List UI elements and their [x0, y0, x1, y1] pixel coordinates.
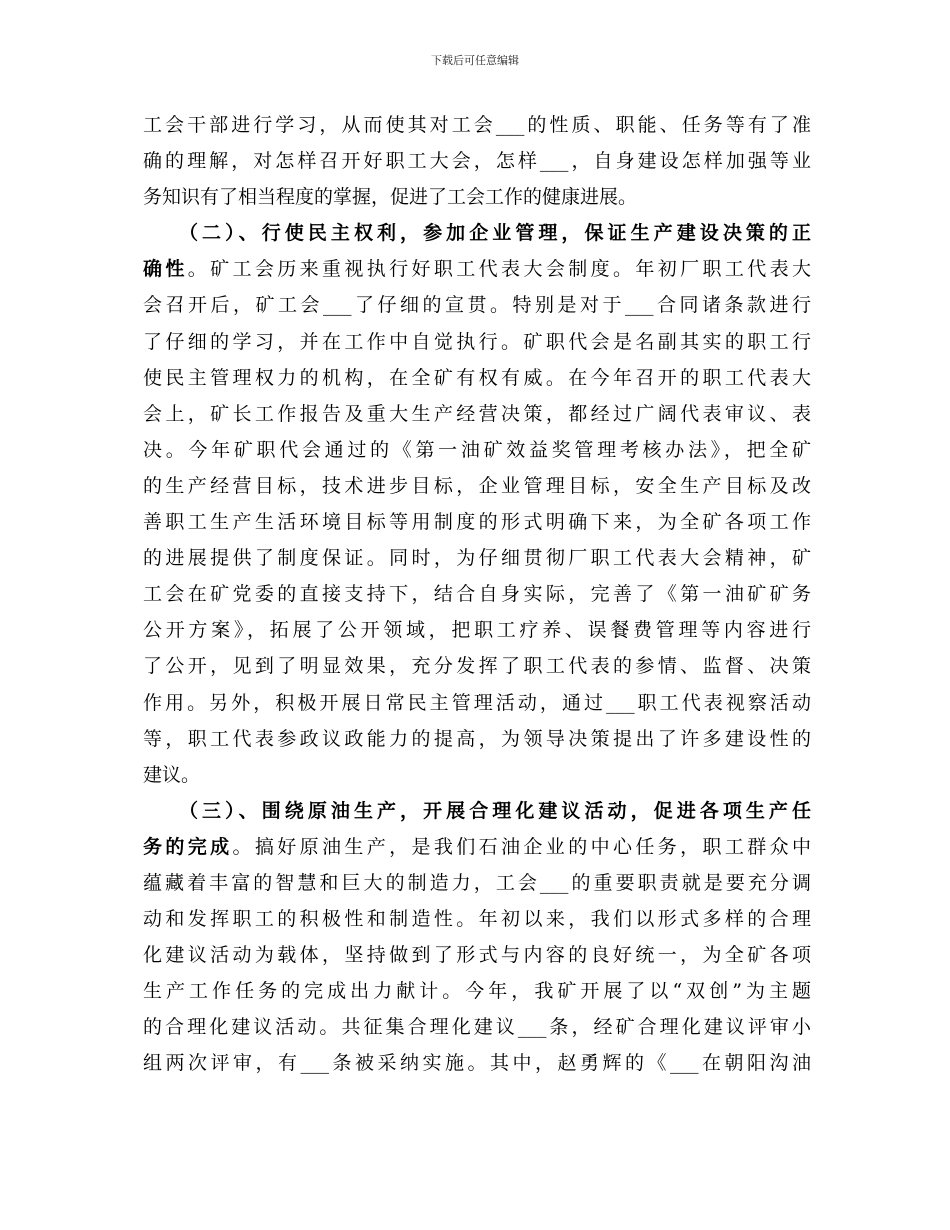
text-line: 的合理化建议活动。共征集合理化建议___条，经矿合理化建议评审小: [143, 1016, 811, 1039]
text-line: 决。今年矿职代会通过的《第一油矿效益奖管理考核办法》，把全矿: [143, 438, 811, 461]
text-line: 化建议活动为载体，坚持做到了形式与内容的良好统一，为全矿各项: [143, 944, 811, 967]
text-line: 工会干部进行学习，从而使其对工会___的性质、职能、任务等有了准: [143, 114, 811, 136]
text-line: 工会在矿党委的直接支持下，结合自身实际，完善了《第一油矿矿务: [143, 583, 811, 606]
paragraph-1: [143, 107, 811, 215]
text-segment: 。矿工会历来重视执行好职工代表大会制度。年初厂职工代表大: [187, 258, 811, 281]
section-heading-continued: 务的完成: [143, 835, 233, 858]
text-line: 组两次评审，有___条被采纳实施。其中，赵勇辉的《___在朝阳沟油: [143, 1052, 811, 1075]
text-line: 了公开，见到了明显效果，充分发挥了职工代表的参情、监督、决策: [143, 655, 811, 678]
section-heading: （二）、行使民主权利，参加企业管理，保证生产建设决策的正: [179, 222, 811, 245]
text-line: 使民主管理权力的机构，在全矿有权有威。在今年召开的职工代表大: [143, 366, 811, 389]
text-line: 建议。: [143, 763, 201, 786]
text-line: [143, 829, 811, 865]
text-line: 善职工生产生活环境目标等用制度的形式明确下来，为全矿各项工作: [143, 511, 811, 534]
text-line: 生产工作任务的完成出力献计。今年，我矿开展了以“双创”为主题: [143, 980, 811, 1003]
text-line: 确的理解，对怎样召开好职工大会，怎样___，自身建设怎样加强等业: [143, 150, 811, 173]
text-line: [143, 251, 811, 287]
text-line: 了仔细的学习，并在工作中自觉执行。矿职代会是名副其实的职工行: [143, 330, 811, 353]
page-header: 下载后可任意编辑: [431, 54, 519, 67]
text-line: 会上，矿长工作报告及重大生产经营决策，都经过广阔代表审议、表: [143, 402, 811, 425]
document-body: [143, 107, 811, 1082]
paragraph-2: [143, 215, 811, 793]
text-line: 的生产经营目标，技术进步目标，企业管理目标，安全生产目标及改: [143, 474, 811, 497]
section-heading: （三）、围绕原油生产，开展合理化建议活动，促进各项生产任: [179, 799, 811, 822]
text-line: 等，职工代表参政议政能力的提高，为领导决策提出了许多建设性的: [143, 727, 811, 750]
text-line: 的进展提供了制度保证。同时，为仔细贯彻厂职工代表大会精神，矿: [143, 547, 811, 570]
text-line: 务知识有了相当程度的掌握，促进了工会工作的健康进展。: [143, 186, 638, 209]
text-line: 动和发挥职工的积极性和制造性。年初以来，我们以形式多样的合理: [143, 908, 811, 931]
paragraph-3: [143, 793, 811, 1082]
text-line: 公开方案》，拓展了公开领域，把职工疗养、误餐费管理等内容进行: [143, 619, 811, 642]
text-line: 蕴藏着丰富的智慧和巨大的制造力，工会___的重要职责就是要充分调: [143, 871, 811, 894]
text-line: 作用。另外，积极开展日常民主管理活动，通过___职工代表视察活动: [143, 691, 811, 714]
text-segment: 。搞好原油生产，是我们石油企业的中心任务，职工群众中: [232, 835, 811, 858]
section-heading-continued: 确性: [143, 258, 188, 281]
text-line: 会召开后，矿工会___了仔细的宣贯。特别是对于___合同诸条款进行: [143, 294, 811, 317]
